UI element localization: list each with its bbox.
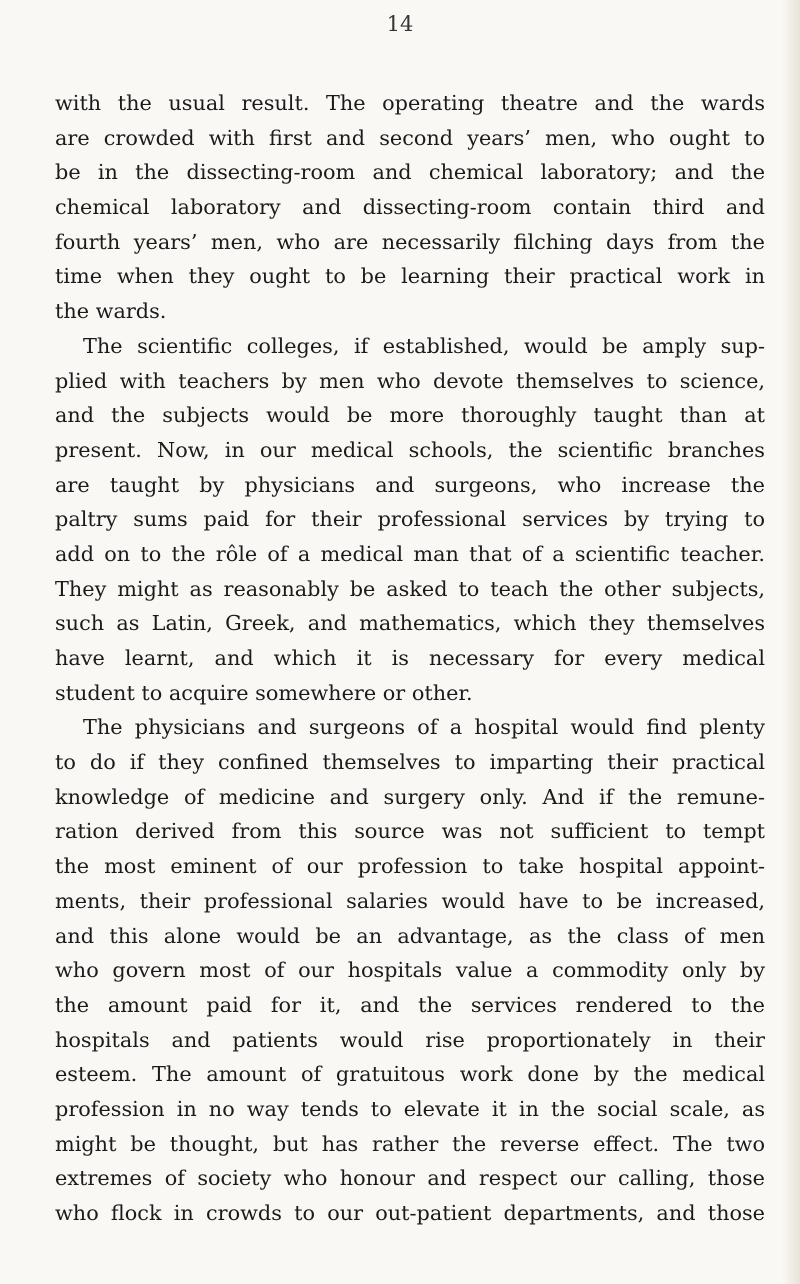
text-line: fourth years’ men, who are necessarily filching days from the <box>55 229 765 254</box>
text-line: to do if they confined themselves to imparting their practical <box>55 750 765 775</box>
page-edge-shadow <box>782 0 800 1284</box>
text-line: ration derived from this source was not sufficient to tempt <box>55 819 765 844</box>
text-line: are taught by physicians and surgeons, who increase the <box>55 472 765 497</box>
text-line: paltry sums paid for their professional services by trying to <box>55 507 765 532</box>
text-line: be in the dissecting-room and chemical laboratory; and the <box>55 160 765 185</box>
text-line: the wards. <box>55 299 167 324</box>
text-line: ments, their professional salaries would have to be increased, <box>55 888 765 913</box>
text-line: present. Now, in our medical schools, the scientific branches <box>55 437 765 462</box>
text-line: hospitals and patients would rise proportionately in their <box>55 1027 765 1052</box>
text-line: time when they ought to be learning their practical work in <box>55 264 765 289</box>
text-line: who flock in crowds to our out-patient departments, and those <box>55 1201 765 1225</box>
text-line: The scientific colleges, if established, would be amply sup- <box>83 333 765 358</box>
text-line: student to acquire somewhere or other. <box>55 680 473 705</box>
text-line: are crowded with first and second years’ men, who ought to <box>55 125 765 150</box>
text-line: with the usual result. The operating theatre and the wards <box>55 91 765 115</box>
text-line: The physicians and surgeons of a hospital would find plenty <box>83 715 765 740</box>
text-line: esteem. The amount of gratuitous work done by the medical <box>55 1062 765 1087</box>
text-line: have learnt, and which it is necessary for every medical <box>55 646 765 670</box>
text-line: extremes of society who honour and respect our calling, those <box>55 1166 765 1191</box>
page-number: 14 <box>386 12 414 36</box>
text-line: the most eminent of our profession to take hospital appoint- <box>55 854 765 879</box>
text-line: and this alone would be an advantage, as the class of men <box>55 923 765 948</box>
text-line: the amount paid for it, and the services rendered to the <box>55 992 765 1017</box>
text-line: might be thought, but has rather the reverse effect. The two <box>55 1131 765 1156</box>
text-line: who govern most of our hospitals value a commodity only by <box>55 958 765 983</box>
text-line: plied with teachers by men who devote themselves to science, <box>55 368 765 393</box>
text-line: and the subjects would be more thoroughly taught than at <box>55 403 765 428</box>
text-line: chemical laboratory and dissecting-room contain third and <box>55 195 765 220</box>
text-line: knowledge of medicine and surgery only. And if the remune- <box>55 784 765 809</box>
text-line: profession in no way tends to elevate it in the social scale, as <box>55 1096 765 1121</box>
text-line: such as Latin, Greek, and mathematics, which they themselves <box>55 611 765 636</box>
text-line: They might as reasonably be asked to teach the other subjects, <box>55 576 765 601</box>
body-text <box>55 86 765 1231</box>
text-line: add on to the rôle of a medical man that of a scientific teacher. <box>55 541 765 566</box>
